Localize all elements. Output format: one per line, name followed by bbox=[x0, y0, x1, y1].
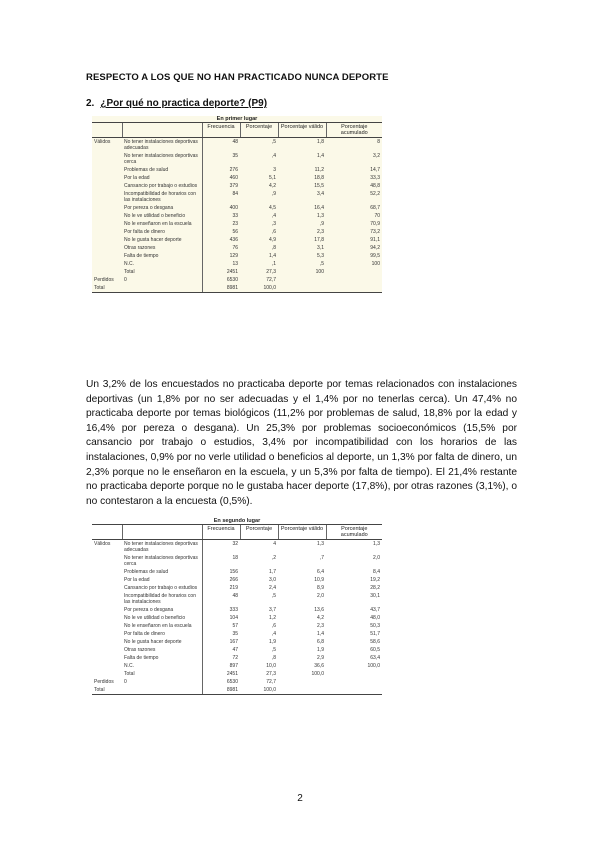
table-cell: 58,6 bbox=[370, 639, 380, 645]
table-cell: 48,8 bbox=[370, 183, 380, 189]
table-cell: Perdidos bbox=[94, 277, 114, 283]
table-cell: 43,7 bbox=[370, 607, 380, 613]
table-cell: 99,5 bbox=[370, 253, 380, 259]
table-row bbox=[92, 190, 382, 204]
table-cell: Problemas de salud bbox=[124, 167, 169, 173]
table-cell: Incompatibilidad de horarios con las instalaciones bbox=[124, 593, 196, 605]
table-row bbox=[92, 576, 382, 584]
table-cell: ,5 bbox=[271, 139, 276, 145]
table-cell bbox=[92, 190, 122, 204]
table-cell: Falta de tiempo bbox=[124, 655, 159, 661]
table-row bbox=[92, 252, 382, 260]
table-cell: 72 bbox=[202, 654, 240, 662]
table-row bbox=[92, 584, 382, 592]
table-cell: 48 bbox=[202, 138, 240, 153]
table-cell: 3,2 bbox=[373, 153, 380, 159]
table-cell: 11,2 bbox=[314, 167, 324, 173]
table-cell: Por pereza o desgana bbox=[124, 607, 174, 613]
table-cell bbox=[278, 284, 326, 293]
question-text: ¿Por qué no practica deporte? (P9) bbox=[100, 98, 268, 109]
table-row bbox=[92, 244, 382, 252]
table-cell: 379 bbox=[202, 182, 240, 190]
table-cell: ,6 bbox=[271, 623, 276, 629]
table-cell: 266 bbox=[202, 576, 240, 584]
column-header bbox=[92, 123, 122, 138]
table-cell: Por falta de dinero bbox=[124, 631, 165, 637]
table-cell: ,5 bbox=[271, 647, 276, 653]
table-cell: 2,0 bbox=[373, 555, 380, 561]
table2 bbox=[92, 524, 382, 695]
table-cell bbox=[278, 276, 326, 284]
table-cell: 30,1 bbox=[370, 593, 380, 599]
table-cell: No tener instalaciones deportivas cerca bbox=[124, 555, 198, 567]
table-cell bbox=[92, 630, 122, 638]
table-cell: 6,4 bbox=[317, 569, 324, 575]
table-cell bbox=[92, 638, 122, 646]
table-row bbox=[92, 592, 382, 606]
table-cell: Total bbox=[92, 686, 122, 695]
table-cell: N.C. bbox=[124, 261, 134, 267]
table-cell: 13,6 bbox=[314, 607, 324, 613]
column-header bbox=[92, 525, 122, 540]
table-cell bbox=[92, 268, 122, 276]
table-cell: ,7 bbox=[319, 555, 324, 561]
table-cell bbox=[92, 654, 122, 662]
table-row bbox=[92, 646, 382, 654]
table-cell: ,5 bbox=[271, 593, 276, 599]
table-cell: 167 bbox=[202, 638, 240, 646]
table-cell bbox=[92, 244, 122, 252]
table-cell: 72,7 bbox=[266, 277, 276, 283]
table-cell: 1,4 bbox=[317, 631, 324, 637]
table-cell: Problemas de salud bbox=[124, 569, 169, 575]
table-cell: 4,9 bbox=[269, 237, 276, 243]
table-cell: Por falta de dinero bbox=[124, 229, 165, 235]
table-cell: 4,2 bbox=[317, 615, 324, 621]
table-cell: Cansancio por trabajo o estudios bbox=[124, 585, 198, 591]
table-cell bbox=[326, 268, 382, 276]
table-row bbox=[92, 670, 382, 678]
table-cell bbox=[92, 174, 122, 182]
column-header bbox=[122, 123, 202, 138]
table-cell: 70 bbox=[374, 213, 380, 219]
table-cell: 100,0 bbox=[240, 686, 278, 695]
table-cell: Por pereza o desgana bbox=[124, 205, 174, 211]
table-cell: 6530 bbox=[202, 276, 240, 284]
table-cell: 1,4 bbox=[269, 253, 276, 259]
table-cell: 73,2 bbox=[370, 229, 380, 235]
table-row bbox=[92, 554, 382, 568]
table-cell: 100 bbox=[315, 269, 324, 275]
table1 bbox=[92, 122, 382, 293]
table-cell: Perdidos bbox=[94, 679, 114, 685]
table-cell: ,9 bbox=[271, 191, 276, 197]
table-cell: Válidos bbox=[94, 139, 111, 145]
table-cell: 1,3 bbox=[317, 541, 324, 547]
table-cell bbox=[92, 662, 122, 670]
table-cell bbox=[326, 276, 382, 284]
table-cell: ,4 bbox=[271, 631, 276, 637]
table-row bbox=[92, 212, 382, 220]
table-cell: ,8 bbox=[271, 245, 276, 251]
table-cell: 32 bbox=[202, 540, 240, 555]
table-row bbox=[92, 654, 382, 662]
table-row bbox=[92, 678, 382, 686]
table-cell: 4,5 bbox=[269, 205, 276, 211]
table-cell bbox=[92, 152, 122, 166]
table-cell: No tener instalaciones deportivas adecuadas bbox=[124, 139, 198, 151]
table-cell: No le enseñaron en la escuela bbox=[124, 623, 192, 629]
table-cell: 72,7 bbox=[266, 679, 276, 685]
table-cell: Otras razones bbox=[124, 245, 156, 251]
table-cell: No tener instalaciones deportivas cerca bbox=[124, 153, 198, 165]
table-cell: Total bbox=[124, 269, 135, 275]
table-cell: Falta de tiempo bbox=[124, 253, 159, 259]
table-cell: 0 bbox=[124, 679, 127, 685]
table-row bbox=[92, 268, 382, 276]
table-cell bbox=[92, 622, 122, 630]
table-cell bbox=[92, 260, 122, 268]
table-cell: 47 bbox=[202, 646, 240, 654]
table-cell: Total bbox=[92, 284, 122, 293]
table-cell: 33 bbox=[202, 212, 240, 220]
table-row bbox=[92, 138, 382, 153]
table-cell: 4,2 bbox=[269, 183, 276, 189]
table-row bbox=[92, 284, 382, 293]
table-cell: ,4 bbox=[271, 153, 276, 159]
table-cell: 56 bbox=[202, 228, 240, 236]
table-cell: 4 bbox=[273, 541, 276, 547]
table-row bbox=[92, 614, 382, 622]
table-cell: 6530 bbox=[202, 678, 240, 686]
table-cell: ,1 bbox=[271, 261, 276, 267]
table-cell: 16,4 bbox=[314, 205, 324, 211]
table-cell: 6,8 bbox=[317, 639, 324, 645]
table-cell bbox=[92, 236, 122, 244]
table-cell: 2,9 bbox=[317, 655, 324, 661]
table2-container bbox=[92, 518, 382, 695]
table-cell: 33,3 bbox=[370, 175, 380, 181]
table-cell: 1,9 bbox=[317, 647, 324, 653]
table-cell: 84 bbox=[202, 190, 240, 204]
table-cell: Total bbox=[124, 671, 135, 677]
table-cell: No le ve utilidad o beneficio bbox=[124, 213, 186, 219]
table-cell: ,2 bbox=[271, 555, 276, 561]
table1-container bbox=[92, 116, 382, 293]
table-cell: 28,2 bbox=[370, 585, 380, 591]
table-cell: Por la edad bbox=[124, 577, 150, 583]
analysis-paragraph: Un 3,2% de los encuestados no practicaba deporte por temas relacionados con instalaciones deportivas (un 1,8% por no ser adecuadas y el 1,4% por no tenerlas cerca). Un 47,4% no practicaba deporte por temas biológicos (11,2% por problemas de salud, 18,8% por la edad y 16,4% por pereza o desgana). Un 25,3% por problemas socioeconómicos (15,5% por cansancio por trabajo o estudios, 3,4% por incompatibilidad con los horarios de las instalaciones, 0,9% por no verle utilidad o beneficios al deporte, un 1,3% por falta de dinero, un 2,3% porque no le enseñaron en la escuela, y un 5,3% por falta de tiempo). El 21,4% restante no practicaba deporte porque no le gustaba hacer deporte (17,8%), por otras razones (3,1%), o no contestaron a la encuesta (0,5%). bbox=[86, 379, 517, 507]
table-cell: 52,2 bbox=[370, 191, 380, 197]
table-cell bbox=[92, 568, 122, 576]
table1-caption: En primer lugar bbox=[92, 116, 382, 122]
table-cell: 5,3 bbox=[317, 253, 324, 259]
table-cell: 10,9 bbox=[314, 577, 324, 583]
table-cell: 897 bbox=[202, 662, 240, 670]
table-cell: Por la edad bbox=[124, 175, 150, 181]
table-row bbox=[92, 638, 382, 646]
table-row bbox=[92, 276, 382, 284]
table-cell bbox=[326, 670, 382, 678]
table-cell: 104 bbox=[202, 614, 240, 622]
table-cell: 8981 bbox=[202, 284, 240, 293]
table-cell: 8,9 bbox=[317, 585, 324, 591]
table-cell: 15,5 bbox=[314, 183, 324, 189]
table-cell: 5,1 bbox=[269, 175, 276, 181]
table-cell: 219 bbox=[202, 584, 240, 592]
table-cell: 100,0 bbox=[240, 284, 278, 293]
question-number: 2. bbox=[86, 98, 95, 109]
table-cell: 100 bbox=[371, 261, 380, 267]
table-header-row bbox=[92, 525, 382, 540]
table-cell: 3 bbox=[273, 167, 276, 173]
table-cell: 129 bbox=[202, 252, 240, 260]
table-row bbox=[92, 568, 382, 576]
table2-caption: En segundo lugar bbox=[213, 518, 261, 524]
column-header: Porcentaje válido bbox=[278, 525, 326, 540]
table-cell bbox=[326, 686, 382, 695]
table-cell bbox=[326, 284, 382, 293]
table-cell bbox=[92, 576, 122, 584]
table-cell: Otras razones bbox=[124, 647, 156, 653]
table-cell: No le gusta hacer deporte bbox=[124, 237, 182, 243]
table-cell bbox=[92, 584, 122, 592]
table-row bbox=[92, 630, 382, 638]
column-header: Porcentaje acumulado bbox=[326, 525, 382, 540]
table-cell: 48 bbox=[202, 592, 240, 606]
table-cell bbox=[92, 646, 122, 654]
table-cell bbox=[92, 228, 122, 236]
table-cell: ,4 bbox=[271, 213, 276, 219]
table-cell: 2451 bbox=[202, 268, 240, 276]
table-row bbox=[92, 260, 382, 268]
table-row bbox=[92, 662, 382, 670]
table-cell: 1,8 bbox=[317, 139, 324, 145]
table-cell: 70,9 bbox=[370, 221, 380, 227]
table-cell: No le ve utilidad o beneficio bbox=[124, 615, 186, 621]
table-cell: 76 bbox=[202, 244, 240, 252]
table-cell: 36,6 bbox=[314, 663, 324, 669]
column-header: Porcentaje bbox=[240, 123, 278, 138]
table-cell: 1,4 bbox=[317, 153, 324, 159]
table-cell: 276 bbox=[202, 166, 240, 174]
table-cell: No le enseñaron en la escuela bbox=[124, 221, 192, 227]
table-cell: 333 bbox=[202, 606, 240, 614]
column-header: Porcentaje válido bbox=[278, 123, 326, 138]
table-cell: 17,8 bbox=[314, 237, 324, 243]
table-row bbox=[92, 236, 382, 244]
table-cell bbox=[278, 678, 326, 686]
table-cell: 156 bbox=[202, 568, 240, 576]
table-cell: 1,3 bbox=[317, 213, 324, 219]
section-heading: RESPECTO A LOS QUE NO HAN PRACTICADO NUNCA DEPORTE bbox=[86, 72, 389, 83]
table-cell: 100,0 bbox=[311, 671, 324, 677]
table-cell: 100,0 bbox=[367, 663, 380, 669]
table-cell: 35 bbox=[202, 152, 240, 166]
table-cell: 94,2 bbox=[370, 245, 380, 251]
table-cell: 50,3 bbox=[370, 623, 380, 629]
table-cell: 436 bbox=[202, 236, 240, 244]
table-cell: 27,3 bbox=[266, 269, 276, 275]
table-cell: 3,1 bbox=[317, 245, 324, 251]
table-cell: 57 bbox=[202, 622, 240, 630]
table-cell: ,8 bbox=[271, 655, 276, 661]
table-cell bbox=[122, 686, 202, 695]
column-header bbox=[122, 525, 202, 540]
table-cell: Válidos bbox=[94, 541, 111, 547]
table-cell: 35 bbox=[202, 630, 240, 638]
table-cell: ,3 bbox=[271, 221, 276, 227]
table-cell bbox=[92, 614, 122, 622]
table-cell: 2,4 bbox=[269, 585, 276, 591]
table-cell bbox=[122, 284, 202, 293]
table-row bbox=[92, 152, 382, 166]
table-cell: 1,9 bbox=[269, 639, 276, 645]
table-cell: 1,2 bbox=[269, 615, 276, 621]
table-cell: 8981 bbox=[202, 686, 240, 695]
column-header: Frecuencia bbox=[202, 525, 240, 540]
column-header: Porcentaje acumulado bbox=[326, 123, 382, 138]
table-row bbox=[92, 622, 382, 630]
table-cell bbox=[92, 592, 122, 606]
table-row bbox=[92, 220, 382, 228]
table-cell bbox=[326, 678, 382, 686]
table-cell: 3,4 bbox=[317, 191, 324, 197]
question-title bbox=[86, 98, 267, 109]
table-row bbox=[92, 174, 382, 182]
column-header: Porcentaje bbox=[240, 525, 278, 540]
table-cell: 1,3 bbox=[373, 541, 380, 547]
table-cell: 2451 bbox=[202, 670, 240, 678]
table-cell bbox=[92, 670, 122, 678]
table-cell bbox=[92, 204, 122, 212]
table-cell bbox=[92, 606, 122, 614]
table-cell bbox=[278, 686, 326, 695]
table-cell: 68,7 bbox=[370, 205, 380, 211]
table-header-row bbox=[92, 123, 382, 138]
table-cell: ,5 bbox=[319, 261, 324, 267]
table-cell: 3,7 bbox=[269, 607, 276, 613]
table-cell: ,6 bbox=[271, 229, 276, 235]
table-row bbox=[92, 228, 382, 236]
table-cell: Cansancio por trabajo o estudios bbox=[124, 183, 198, 189]
table-cell: 2,0 bbox=[317, 593, 324, 599]
table-cell: 18 bbox=[202, 554, 240, 568]
table-cell: 48,0 bbox=[370, 615, 380, 621]
table-cell: 2,3 bbox=[317, 229, 324, 235]
column-header: Frecuencia bbox=[202, 123, 240, 138]
table-cell: 460 bbox=[202, 174, 240, 182]
table-cell: 13 bbox=[202, 260, 240, 268]
table-cell: 14,7 bbox=[370, 167, 380, 173]
table-row bbox=[92, 606, 382, 614]
table-cell: 3,0 bbox=[269, 577, 276, 583]
table-cell: 91,1 bbox=[370, 237, 380, 243]
table-cell: 51,7 bbox=[370, 631, 380, 637]
table-cell: 8 bbox=[377, 139, 380, 145]
table-cell bbox=[92, 252, 122, 260]
table-cell bbox=[92, 212, 122, 220]
table-row bbox=[92, 166, 382, 174]
table-cell: 23 bbox=[202, 220, 240, 228]
page-number: 2 bbox=[297, 793, 303, 804]
table-row bbox=[92, 540, 382, 555]
table-cell bbox=[92, 166, 122, 174]
table-cell bbox=[92, 220, 122, 228]
table-cell: Incompatibilidad de horarios con las instalaciones bbox=[124, 191, 196, 203]
table-cell: 0 bbox=[124, 277, 127, 283]
table-cell: 8,4 bbox=[373, 569, 380, 575]
table-cell: No tener instalaciones deportivas adecuadas bbox=[124, 541, 198, 553]
table-cell: 19,2 bbox=[370, 577, 380, 583]
table-cell: 27,3 bbox=[266, 671, 276, 677]
table-cell bbox=[92, 182, 122, 190]
table-cell: 400 bbox=[202, 204, 240, 212]
table-cell: 2,3 bbox=[317, 623, 324, 629]
table-row bbox=[92, 686, 382, 695]
table-cell: 18,8 bbox=[314, 175, 324, 181]
table-cell: ,9 bbox=[319, 221, 324, 227]
table-cell: 63,4 bbox=[370, 655, 380, 661]
table-cell: N.C. bbox=[124, 663, 134, 669]
table-cell: 60,5 bbox=[370, 647, 380, 653]
table-row bbox=[92, 182, 382, 190]
table-cell: 1,7 bbox=[269, 569, 276, 575]
table-cell bbox=[92, 554, 122, 568]
table-cell: No le gusta hacer deporte bbox=[124, 639, 182, 645]
table-row bbox=[92, 204, 382, 212]
table-cell: 10,0 bbox=[266, 663, 276, 669]
